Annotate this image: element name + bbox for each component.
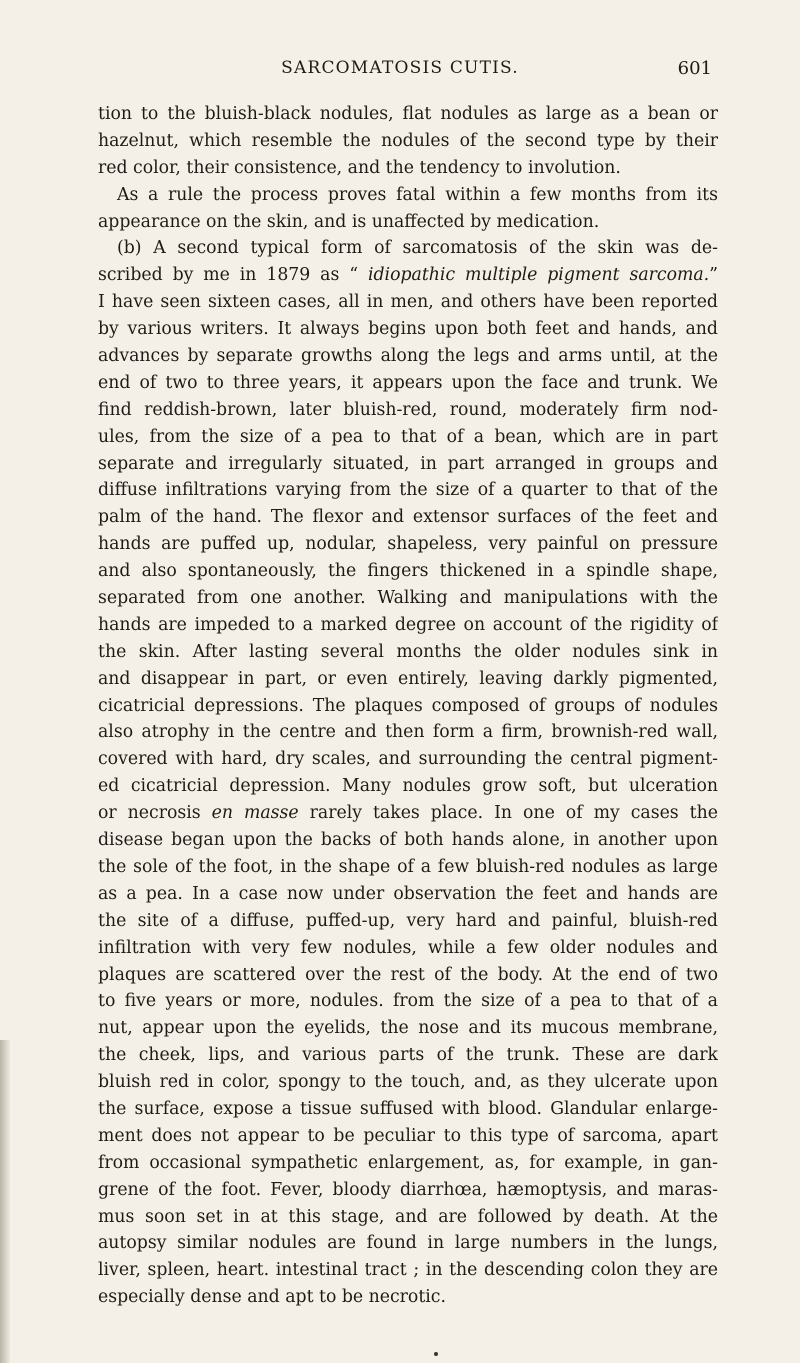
text-line: scribed by me in 1879 as “ idiopathic multiple pigment sarcoma.” (98, 265, 718, 286)
text-line: or necrosis en masse rarely takes place. In one of my cases the (98, 803, 718, 824)
text-line: ment does not appear to be peculiar to this type of sarcoma, apart (98, 1125, 718, 1146)
text-line: hazelnut, which resemble the nodules of the second type by their (98, 130, 718, 151)
text-line: the surface, expose a tissue suffused with blood. Glandular enlarge- (98, 1098, 718, 1119)
text-line: diffuse infiltrations varying from the size of a quarter to that of the (98, 480, 718, 501)
text-line: infiltration with very few nodules, while a few older nodules and (98, 937, 718, 958)
text-line: separate and irregularly situated, in part arranged in groups and (98, 453, 718, 474)
text-line: to five years or more, nodules. from the size of a pea to that of a (98, 991, 718, 1012)
text-line: and disappear in part, or even entirely, leaving darkly pigmented, (98, 668, 718, 689)
text-line: autopsy similar nodules are found in large numbers in the lungs, (98, 1233, 718, 1254)
text-line: by various writers. It always begins upon both feet and hands, and (98, 319, 718, 340)
text-line: mus soon set in at this stage, and are followed by death. At the (98, 1206, 718, 1227)
text-line: end of two to three years, it appears upon the face and trunk. We (98, 372, 718, 393)
text-line: covered with hard, dry scales, and surrounding the central pigment- (98, 749, 718, 770)
text-line: advances by separate growths along the legs and arms until, at the (98, 346, 718, 367)
text-line: cicatricial depressions. The plaques composed of groups of nodules (98, 695, 718, 716)
text-line: hands are impeded to a marked degree on account of the rigidity of (98, 614, 718, 635)
text-line: tion to the bluish-black nodules, flat nodules as large as a bean or (98, 104, 718, 124)
page-header (0, 58, 800, 86)
text-line: the cheek, lips, and various parts of the trunk. These are dark (98, 1045, 718, 1066)
italic-phrase: idiopathic multiple pigment sarcoma. (367, 265, 710, 286)
text-line: ed cicatricial depression. Many nodules grow soft, but ulceration (98, 776, 718, 797)
text-line: As a rule the process proves fatal within a few months from its (117, 184, 718, 205)
running-title: SARCOMATOSIS CUTIS. (281, 58, 519, 78)
text-line: separated from one another. Walking and manipulations with the (98, 588, 718, 609)
text-line: the sole of the foot, in the shape of a few bluish-red nodules as large (98, 856, 718, 877)
text-line: (b) A second typical form of sarcomatosis of the skin was de- (117, 238, 718, 259)
body-text (98, 101, 718, 1311)
text-line: palm of the hand. The flexor and extensor surfaces of the feet and (98, 507, 718, 528)
italic-phrase: en masse (211, 803, 299, 824)
text-line: especially dense and apt to be necrotic. (98, 1287, 446, 1308)
text-line: grene of the foot. Fever, bloody diarrhœa, hæmoptysis, and maras- (98, 1179, 718, 1200)
page-binding-shadow (0, 1040, 10, 1363)
text-line: also atrophy in the centre and then form a firm, brownish-red wall, (98, 722, 718, 743)
text-line: and also spontaneously, the fingers thickened in a spindle shape, (98, 561, 718, 582)
text-line: appearance on the skin, and is unaffected by medication. (98, 211, 600, 232)
text-line: disease began upon the backs of both hands alone, in another upon (98, 830, 718, 851)
text-line: bluish red in color, spongy to the touch, and, as they ulcerate upon (98, 1072, 718, 1093)
text-line: as a pea. In a case now under observation the feet and hands are (98, 883, 718, 904)
text-line: the site of a diffuse, puffed-up, very hard and painful, bluish-red (98, 910, 718, 931)
text-line: find reddish-brown, later bluish-red, round, moderately firm nod- (98, 399, 718, 420)
text-line: hands are puffed up, nodular, shapeless, very painful on pressure (98, 534, 718, 555)
page-number: 601 (677, 58, 712, 79)
text-line: from occasional sympathetic enlargement, as, for example, in gan- (98, 1152, 718, 1173)
text-line: liver, spleen, heart. intestinal tract ; in the descending colon they are (98, 1260, 718, 1281)
text-line: ules, from the size of a pea to that of a bean, which are in part (98, 426, 718, 447)
text-line: the skin. After lasting several months the older nodules sink in (98, 641, 718, 662)
text-line: plaques are scattered over the rest of the body. At the end of two (98, 964, 718, 985)
text-line: I have seen sixteen cases, all in men, and others have been reported (98, 292, 718, 313)
text-line: nut, appear upon the eyelids, the nose and its mucous membrane, (98, 1018, 718, 1039)
text-line: red color, their consistence, and the tendency to involution. (98, 157, 621, 178)
print-speck (434, 1352, 438, 1356)
